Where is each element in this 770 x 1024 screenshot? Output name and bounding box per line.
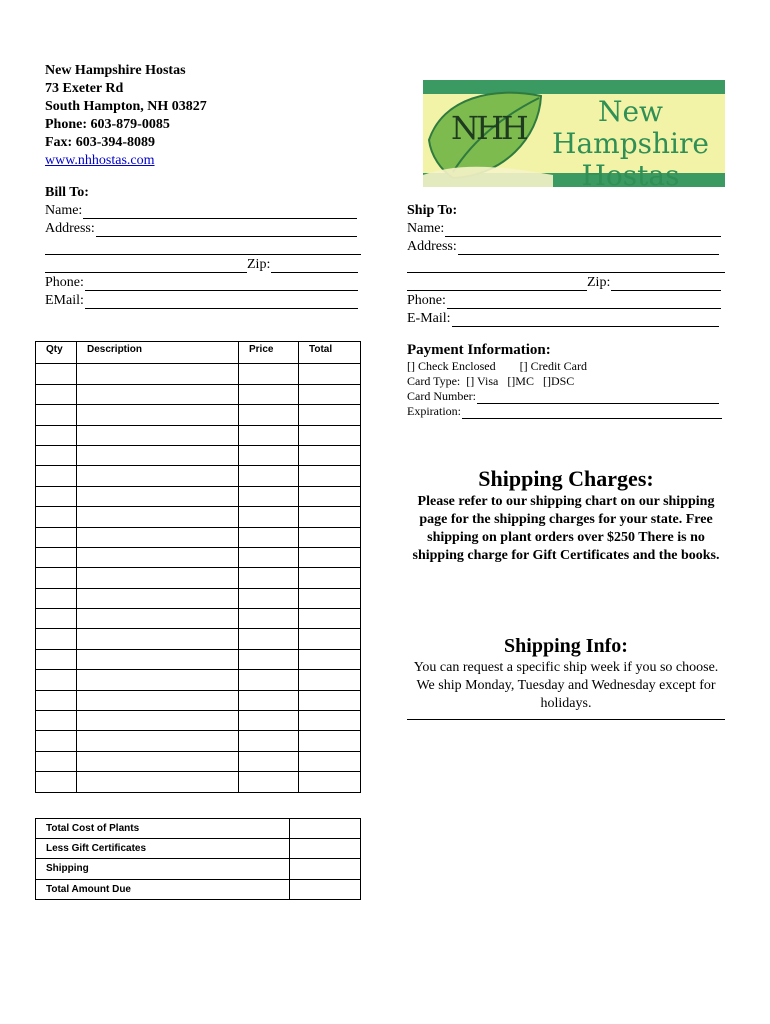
total-cell[interactable]: [299, 364, 361, 384]
bill-to-section: [45, 185, 361, 309]
total-cell[interactable]: [299, 405, 361, 425]
total-cell[interactable]: [299, 751, 361, 771]
qty-cell[interactable]: [36, 507, 77, 527]
qty-cell[interactable]: [36, 384, 77, 404]
order-items-table: [35, 341, 361, 793]
company-city: South Hampton, NH 03827: [45, 99, 207, 114]
price-cell[interactable]: [239, 731, 299, 751]
table-row: [36, 425, 361, 445]
gift-cert-field[interactable]: [290, 839, 361, 859]
qty-cell[interactable]: [36, 364, 77, 384]
table-row: [36, 731, 361, 751]
qty-cell[interactable]: [36, 670, 77, 690]
shipping-info-section: [407, 633, 725, 720]
description-cell[interactable]: [77, 547, 239, 567]
total-cell[interactable]: [299, 670, 361, 690]
shipping-label: Shipping: [36, 859, 290, 879]
table-row: [36, 690, 361, 710]
price-cell[interactable]: [239, 772, 299, 792]
description-cell[interactable]: [77, 629, 239, 649]
description-cell[interactable]: [77, 588, 239, 608]
qty-cell[interactable]: [36, 711, 77, 731]
description-cell[interactable]: [77, 486, 239, 506]
price-cell[interactable]: [239, 527, 299, 547]
qty-cell[interactable]: [36, 609, 77, 629]
table-row: [36, 609, 361, 629]
total-cell[interactable]: [299, 507, 361, 527]
description-cell[interactable]: [77, 609, 239, 629]
table-row: [36, 384, 361, 404]
qty-header: Qty: [36, 342, 77, 364]
total-cost-field[interactable]: [290, 819, 361, 839]
qty-cell[interactable]: [36, 772, 77, 792]
price-cell[interactable]: [239, 486, 299, 506]
total-cell[interactable]: [299, 466, 361, 486]
company-address: [45, 62, 207, 170]
totals-row: [36, 839, 361, 859]
description-cell[interactable]: [77, 527, 239, 547]
company-name: New Hampshire Hostas: [45, 63, 186, 78]
price-cell[interactable]: [239, 670, 299, 690]
ship-to-heading: Ship To:: [407, 203, 458, 218]
description-cell[interactable]: [77, 384, 239, 404]
price-cell[interactable]: [239, 588, 299, 608]
bill-address-label: Address:: [45, 221, 95, 236]
ship-phone-label: Phone:: [407, 293, 446, 308]
table-row: [36, 445, 361, 465]
company-fax: Fax: 603-394-8089: [45, 135, 156, 150]
bill-name-field[interactable]: [83, 205, 357, 219]
total-cell[interactable]: [299, 486, 361, 506]
payment-heading: Payment Information:: [407, 342, 551, 358]
qty-cell[interactable]: [36, 751, 77, 771]
payment-method-options[interactable]: [] Check Enclosed [] Credit Card: [407, 359, 587, 373]
company-website-link[interactable]: www.nhhostas.com: [45, 153, 155, 168]
qty-cell[interactable]: [36, 466, 77, 486]
price-cell[interactable]: [239, 649, 299, 669]
total-cell[interactable]: [299, 649, 361, 669]
qty-cell[interactable]: [36, 425, 77, 445]
payment-section: [407, 342, 725, 419]
price-header: Price: [239, 342, 299, 364]
qty-cell[interactable]: [36, 588, 77, 608]
bill-email-field[interactable]: [85, 295, 358, 309]
company-phone: Phone: 603-879-0085: [45, 117, 170, 132]
table-row: [36, 751, 361, 771]
bill-email-label: EMail:: [45, 293, 84, 308]
shipping-charges-section: [407, 465, 725, 565]
price-cell[interactable]: [239, 547, 299, 567]
price-cell[interactable]: [239, 466, 299, 486]
bill-phone-label: Phone:: [45, 275, 84, 290]
total-cell[interactable]: [299, 609, 361, 629]
table-row: [36, 507, 361, 527]
bill-zip-field[interactable]: [271, 259, 358, 273]
table-row: [36, 670, 361, 690]
price-cell[interactable]: [239, 364, 299, 384]
ship-address-field[interactable]: [458, 241, 719, 255]
bill-address-line2-field[interactable]: [45, 241, 361, 255]
total-due-field[interactable]: [290, 879, 361, 899]
description-cell[interactable]: [77, 711, 239, 731]
expiration-label: Expiration:: [407, 404, 461, 418]
shipping-field[interactable]: [290, 859, 361, 879]
total-cell[interactable]: [299, 690, 361, 710]
price-cell[interactable]: [239, 711, 299, 731]
total-cell[interactable]: [299, 445, 361, 465]
total-due-label: Total Amount Due: [36, 879, 290, 899]
total-cell[interactable]: [299, 711, 361, 731]
qty-cell[interactable]: [36, 629, 77, 649]
table-row: [36, 547, 361, 567]
price-cell[interactable]: [239, 751, 299, 771]
bill-to-heading: Bill To:: [45, 185, 89, 200]
shipping-info-divider: [407, 719, 725, 720]
table-row: [36, 629, 361, 649]
price-cell[interactable]: [239, 690, 299, 710]
total-cell[interactable]: [299, 629, 361, 649]
totals-row: [36, 879, 361, 899]
totals-row: [36, 859, 361, 879]
ship-name-field[interactable]: [445, 223, 721, 237]
total-header: Total: [299, 342, 361, 364]
qty-cell[interactable]: [36, 486, 77, 506]
card-number-field[interactable]: [477, 392, 719, 404]
table-row: [36, 568, 361, 588]
qty-cell[interactable]: [36, 690, 77, 710]
qty-cell[interactable]: [36, 568, 77, 588]
description-cell[interactable]: [77, 649, 239, 669]
description-cell[interactable]: [77, 425, 239, 445]
card-number-label: Card Number:: [407, 389, 476, 403]
totals-row: [36, 819, 361, 839]
shipping-info-text: You can request a specific ship week if you so choose. We ship Monday, Tuesday and Wednesday except for holidays.: [413, 660, 719, 711]
ship-email-label: E-Mail:: [407, 311, 451, 326]
total-cell[interactable]: [299, 425, 361, 445]
table-row: [36, 649, 361, 669]
qty-cell[interactable]: [36, 405, 77, 425]
description-cell[interactable]: [77, 466, 239, 486]
expiration-field[interactable]: [462, 407, 722, 419]
total-cell[interactable]: [299, 568, 361, 588]
bill-zip-label: Zip:: [247, 257, 271, 272]
description-cell[interactable]: [77, 772, 239, 792]
total-cell[interactable]: [299, 527, 361, 547]
description-cell[interactable]: [77, 568, 239, 588]
price-cell[interactable]: [239, 384, 299, 404]
table-row: [36, 711, 361, 731]
price-cell[interactable]: [239, 609, 299, 629]
price-cell[interactable]: [239, 568, 299, 588]
shipping-charges-heading: Shipping Charges:: [478, 466, 654, 491]
table-row: [36, 466, 361, 486]
ship-to-section: [407, 203, 725, 327]
total-cell[interactable]: [299, 772, 361, 792]
bill-address-field[interactable]: [96, 223, 357, 237]
description-cell[interactable]: [77, 507, 239, 527]
ship-zip-field[interactable]: [611, 277, 721, 291]
total-cell[interactable]: [299, 731, 361, 751]
table-row: [36, 405, 361, 425]
price-cell[interactable]: [239, 507, 299, 527]
ship-name-label: Name:: [407, 221, 445, 236]
description-cell[interactable]: [77, 445, 239, 465]
qty-cell[interactable]: [36, 649, 77, 669]
ship-address-line2-field[interactable]: [407, 259, 725, 273]
qty-cell[interactable]: [36, 731, 77, 751]
description-cell[interactable]: [77, 690, 239, 710]
description-cell[interactable]: [77, 751, 239, 771]
price-cell[interactable]: [239, 629, 299, 649]
table-row: [36, 364, 361, 384]
qty-cell[interactable]: [36, 547, 77, 567]
price-cell[interactable]: [239, 405, 299, 425]
shipping-info-heading: Shipping Info:: [504, 635, 628, 657]
price-cell[interactable]: [239, 445, 299, 465]
table-header-row: [36, 342, 361, 364]
ship-zip-label: Zip:: [587, 275, 611, 290]
description-cell[interactable]: [77, 405, 239, 425]
bill-phone-field[interactable]: [85, 277, 358, 291]
company-logo: [423, 80, 725, 187]
description-cell[interactable]: [77, 670, 239, 690]
company-street: 73 Exeter Rd: [45, 81, 124, 96]
card-type-options[interactable]: Card Type: [] Visa []MC []DSC: [407, 374, 575, 388]
total-cost-label: Total Cost of Plants: [36, 819, 290, 839]
ship-address-label: Address:: [407, 239, 457, 254]
logo-monogram: NHH: [451, 109, 526, 147]
table-row: [36, 772, 361, 792]
bill-city-field[interactable]: [45, 259, 247, 273]
description-cell[interactable]: [77, 731, 239, 751]
logo-wordmark: New Hampshire Hostas: [552, 95, 709, 187]
qty-cell[interactable]: [36, 445, 77, 465]
totals-table: [35, 818, 361, 900]
ship-phone-field[interactable]: [447, 295, 721, 309]
table-row: [36, 588, 361, 608]
price-cell[interactable]: [239, 425, 299, 445]
shipping-charges-text: Please refer to our shipping chart on our shipping page for the shipping charges for your state. Free shipping on plant orders over $250 There is no shipping charge for Gift Certificates and the books.: [412, 494, 720, 563]
total-cell[interactable]: [299, 588, 361, 608]
description-cell[interactable]: [77, 364, 239, 384]
total-cell[interactable]: [299, 384, 361, 404]
table-row: [36, 486, 361, 506]
description-header: Description: [77, 342, 239, 364]
total-cell[interactable]: [299, 547, 361, 567]
ship-city-field[interactable]: [407, 277, 587, 291]
bill-name-label: Name:: [45, 203, 83, 218]
ship-email-field[interactable]: [452, 313, 719, 327]
qty-cell[interactable]: [36, 527, 77, 547]
gift-cert-label: Less Gift Certificates: [36, 839, 290, 859]
table-row: [36, 527, 361, 547]
